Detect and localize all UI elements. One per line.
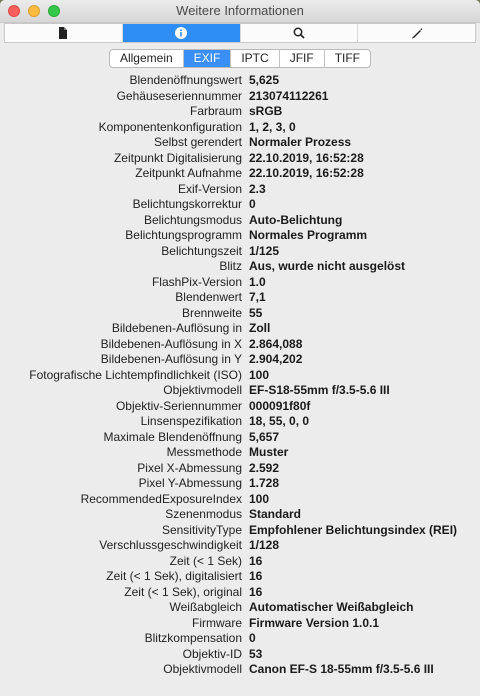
pencil-icon <box>411 27 423 39</box>
exif-value[interactable]: 100 <box>249 367 270 382</box>
exif-row <box>0 414 480 430</box>
exif-label: Objektivmodell <box>163 662 242 676</box>
exif-value[interactable]: Aus, wurde nicht ausgelöst <box>249 259 406 273</box>
exif-label: SensitivityType <box>161 522 242 537</box>
exif-row <box>0 275 480 291</box>
inspector-toolbar <box>4 23 476 43</box>
exif-label: Brennweite <box>181 305 242 320</box>
exif-label: Blitz <box>219 259 242 273</box>
exif-label: Belichtungsmodus <box>143 212 242 227</box>
search-icon <box>293 27 305 39</box>
tab-allgemein[interactable]: Allgemein <box>110 50 184 67</box>
tab-exif[interactable]: EXIF <box>184 50 232 67</box>
exif-value[interactable]: Auto-Belichtung <box>249 212 343 227</box>
exif-label: Fotografische Lichtempfindlichkeit (ISO) <box>29 367 242 382</box>
toolbar-search-button[interactable] <box>241 24 359 42</box>
exif-row <box>0 616 480 632</box>
exif-row <box>0 554 480 570</box>
exif-value[interactable]: 2.864,088 <box>249 336 303 351</box>
exif-value[interactable]: Muster <box>249 445 289 459</box>
toolbar-general-button[interactable] <box>5 24 123 42</box>
exif-value[interactable]: 000091f80f <box>249 398 311 413</box>
exif-value[interactable]: 16 <box>249 553 263 568</box>
exif-label: Zeitpunkt Aufnahme <box>135 166 242 180</box>
metadata-tabs <box>109 49 371 68</box>
exif-value[interactable]: Normaler Prozess <box>249 135 352 149</box>
exif-row <box>0 507 480 523</box>
exif-row <box>0 73 480 89</box>
exif-value[interactable]: 53 <box>249 646 263 661</box>
exif-label: Bildebenen-Auflösung in Y <box>100 352 242 366</box>
exif-value[interactable]: 1.0 <box>249 274 266 289</box>
tab-iptc[interactable]: IPTC <box>231 50 279 67</box>
exif-value[interactable]: 5,657 <box>249 429 280 444</box>
exif-label: Zeit (< 1 Sek), original <box>124 584 242 599</box>
exif-value[interactable]: 1, 2, 3, 0 <box>249 119 296 134</box>
exif-label: Objektiv-ID <box>182 646 242 661</box>
exif-value[interactable]: 213074112261 <box>249 88 329 103</box>
window-controls <box>8 5 60 17</box>
exif-value[interactable]: Normales Programm <box>249 228 368 242</box>
close-button[interactable] <box>8 5 20 17</box>
exif-row <box>0 135 480 151</box>
exif-value[interactable]: Automatischer Weißabgleich <box>249 600 414 614</box>
exif-row <box>0 647 480 663</box>
exif-label: Weißabgleich <box>169 600 242 614</box>
exif-property-list <box>0 73 480 678</box>
exif-label: Blendenöffnungswert <box>129 73 242 87</box>
exif-row <box>0 461 480 477</box>
exif-row <box>0 352 480 368</box>
exif-value[interactable]: 2.3 <box>249 181 266 196</box>
exif-value[interactable]: Standard <box>249 507 302 521</box>
exif-value[interactable]: 1.728 <box>249 476 280 490</box>
exif-label: Messmethode <box>166 445 242 459</box>
exif-label: Exif-Version <box>177 181 242 196</box>
zoom-button[interactable] <box>48 5 60 17</box>
exif-value[interactable]: 2.904,202 <box>249 352 303 366</box>
exif-label: Bildebenen-Auflösung in <box>111 321 242 335</box>
tab-jfif[interactable]: JFIF <box>280 50 325 67</box>
exif-row <box>0 399 480 415</box>
tab-tiff[interactable]: TIFF <box>334 51 361 65</box>
exif-row <box>0 476 480 492</box>
exif-value[interactable]: 22.10.2019, 16:52:28 <box>249 150 364 165</box>
exif-label: Szenenmodus <box>165 507 242 521</box>
exif-value[interactable]: 5,625 <box>249 73 280 87</box>
exif-label: Komponentenkonfiguration <box>98 119 242 134</box>
exif-value[interactable]: 0 <box>249 631 256 645</box>
exif-label: Farbraum <box>189 104 242 118</box>
exif-value[interactable]: 55 <box>249 305 263 320</box>
exif-value[interactable]: 7,1 <box>249 290 266 304</box>
exif-value[interactable]: 2.592 <box>249 460 280 475</box>
exif-value[interactable]: 1/128 <box>249 538 280 552</box>
exif-label: Verschlussgeschwindigkeit <box>99 538 242 552</box>
exif-label: Firmware <box>192 615 242 630</box>
exif-value[interactable]: 0 <box>249 197 256 211</box>
exif-value[interactable]: Empfohlener Belichtungsindex (REI) <box>249 522 458 537</box>
exif-row <box>0 662 480 678</box>
exif-row <box>0 337 480 353</box>
exif-value[interactable]: 1/125 <box>249 243 280 258</box>
exif-value[interactable]: 16 <box>249 584 263 599</box>
exif-label: Belichtungskorrektur <box>132 197 242 211</box>
exif-row <box>0 120 480 136</box>
exif-label: Gehäuseseriennummer <box>116 88 242 103</box>
exif-row <box>0 244 480 260</box>
exif-row <box>0 538 480 554</box>
exif-row <box>0 182 480 198</box>
exif-row <box>0 492 480 508</box>
exif-row <box>0 585 480 601</box>
exif-value[interactable]: 100 <box>249 491 270 506</box>
exif-row <box>0 445 480 461</box>
metadata-tabs-row <box>0 49 480 68</box>
exif-row <box>0 104 480 120</box>
info-icon <box>175 27 187 39</box>
exif-row <box>0 631 480 647</box>
exif-row <box>0 213 480 229</box>
exif-row <box>0 228 480 244</box>
exif-row <box>0 197 480 213</box>
exif-label: Maximale Blendenöffnung <box>103 429 242 444</box>
exif-label: Blitzkompensation <box>144 631 242 645</box>
exif-row <box>0 430 480 446</box>
window-title: Weitere Informationen <box>176 3 304 18</box>
exif-row <box>0 151 480 167</box>
exif-label: Objektiv-Seriennummer <box>115 398 242 413</box>
exif-label: Belichtungszeit <box>161 243 242 258</box>
exif-label: FlashPix-Version <box>151 274 242 289</box>
exif-row <box>0 600 480 616</box>
exif-value[interactable]: 18, 55, 0, 0 <box>249 414 310 428</box>
exif-label: Pixel X-Abmessung <box>137 460 242 475</box>
exif-row <box>0 383 480 399</box>
exif-row <box>0 259 480 275</box>
toolbar-edit-button[interactable] <box>358 24 475 42</box>
exif-row <box>0 89 480 105</box>
exif-label: Zeit (< 1 Sek), digitalisiert <box>106 569 242 583</box>
exif-label: Linsenspezifikation <box>140 414 242 428</box>
exif-label: Objektivmodell <box>163 383 242 397</box>
exif-value[interactable]: 16 <box>249 569 263 583</box>
exif-value[interactable]: 22.10.2019, 16:52:28 <box>249 166 364 180</box>
exif-label: Pixel Y-Abmessung <box>138 476 242 490</box>
exif-row <box>0 306 480 322</box>
exif-label: Bildebenen-Auflösung in X <box>100 336 242 351</box>
exif-row <box>0 290 480 306</box>
exif-label: Selbst gerendert <box>153 135 242 149</box>
exif-label: Zeit (< 1 Sek) <box>169 553 242 568</box>
exif-row <box>0 368 480 384</box>
exif-label: Zeitpunkt Digitalisierung <box>113 150 242 165</box>
title-bar[interactable] <box>0 0 480 23</box>
exif-row <box>0 321 480 337</box>
exif-value[interactable]: Zoll <box>249 321 271 335</box>
document-icon <box>58 27 68 39</box>
exif-value[interactable]: Firmware Version 1.0.1 <box>249 615 380 630</box>
exif-value[interactable]: sRGB <box>249 104 283 118</box>
exif-value[interactable]: Canon EF-S 18-55mm f/3.5-5.6 III <box>249 662 434 676</box>
exif-label: Belichtungsprogramm <box>125 228 242 242</box>
exif-row <box>0 569 480 585</box>
toolbar-info-button[interactable] <box>123 24 241 42</box>
minimize-button[interactable] <box>28 5 40 17</box>
exif-value[interactable]: EF-S18-55mm f/3.5-5.6 III <box>249 383 390 397</box>
exif-row <box>0 523 480 539</box>
exif-label: Blendenwert <box>175 290 242 304</box>
exif-row <box>0 166 480 182</box>
exif-label: RecommendedExposureIndex <box>80 491 242 506</box>
